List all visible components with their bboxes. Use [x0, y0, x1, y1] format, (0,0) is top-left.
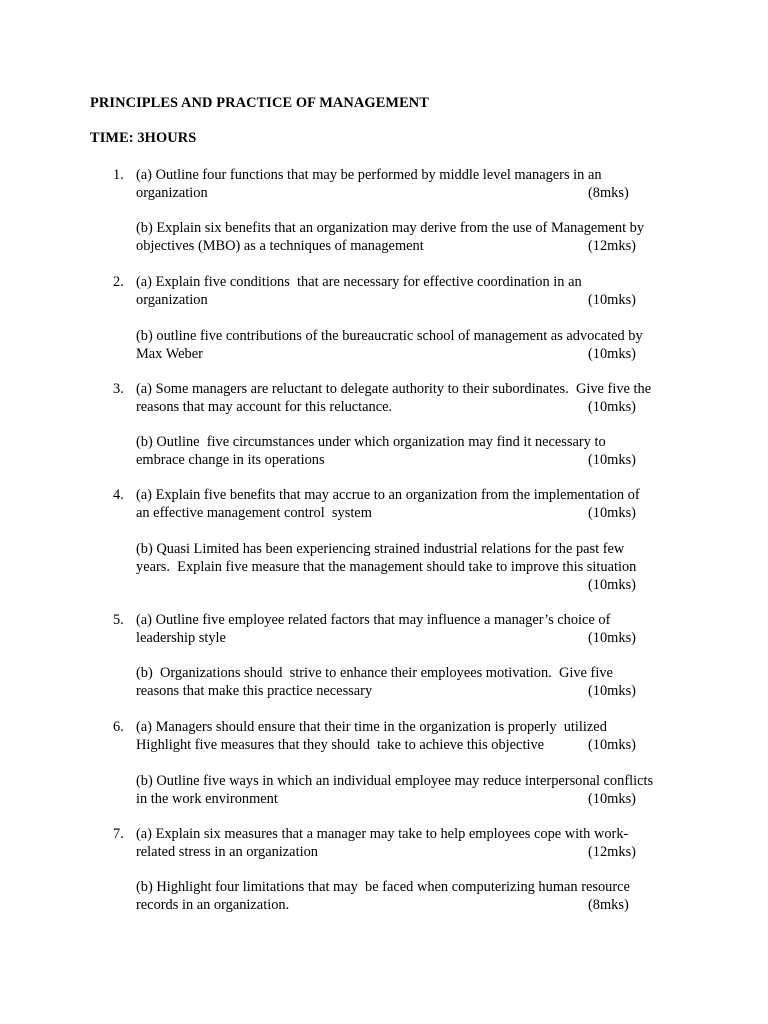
question-part-b [136, 433, 696, 469]
question-text-line-with-marks [136, 291, 696, 309]
question-text-line: (a) Explain six measures that a manager may take to help employees cope with work- [136, 826, 629, 842]
marks-allocation: (10mks) [588, 505, 636, 521]
marks-allocation: (10mks) [588, 577, 636, 593]
marks-allocation: (8mks) [588, 897, 629, 913]
question-text: objectives (MBO) as a techniques of management [136, 238, 424, 254]
question-text: related stress in an organization [136, 844, 318, 860]
question-number: 1. [113, 167, 124, 183]
question-text: embrace change in its operations [136, 452, 325, 468]
marks-allocation: (12mks) [588, 844, 636, 860]
question-text: organization [136, 185, 208, 201]
question-part-a [136, 718, 696, 754]
question-text-line: (a) Outline four functions that may be performed by middle level managers in an [136, 167, 602, 183]
question-text-line-with-marks [136, 736, 696, 754]
question-part-a [136, 486, 696, 522]
question-text-line: (b) Outline five ways in which an individual employee may reduce interpersonal conflicts [136, 773, 654, 789]
question-text-line-with-marks [136, 184, 696, 202]
question-text-line: (b) Explain six benefits that an organization may derive from the use of Management by [136, 220, 645, 236]
question-text: Max Weber [136, 346, 203, 362]
marks-allocation: (10mks) [588, 737, 636, 753]
marks-allocation: (10mks) [588, 399, 636, 415]
question-text-line: (a) Outline five employee related factors that may influence a manager’s choice of [136, 612, 611, 628]
question-number: 6. [113, 719, 124, 735]
document-title: PRINCIPLES AND PRACTICE OF MANAGEMENT [90, 95, 429, 111]
question-part-a [136, 273, 696, 309]
question-text-line-with-marks [136, 504, 696, 522]
question-part-a [136, 166, 696, 202]
question-number: 2. [113, 274, 124, 290]
question-text-line-with-marks [136, 790, 696, 808]
exam-duration: TIME: 3HOURS [90, 130, 197, 146]
question-text-line-with-marks [136, 629, 696, 647]
question-number: 3. [113, 381, 124, 397]
question-part-b [136, 219, 696, 255]
question-part-b [136, 540, 696, 594]
question-text-line: (b) Highlight four limitations that may be faced when computerizing human resource [136, 879, 630, 895]
question-text-line-with-marks [136, 451, 696, 469]
question-number: 5. [113, 612, 124, 628]
question-part-a [136, 825, 696, 861]
question-text-line-with-marks [136, 682, 696, 700]
marks-allocation: (10mks) [588, 630, 636, 646]
question-text-line: (b) outline five contributions of the bureaucratic school of management as advocated by [136, 328, 643, 344]
marks-allocation: (10mks) [588, 346, 636, 362]
question-part-b [136, 878, 696, 914]
question-text: records in an organization. [136, 897, 290, 913]
marks-line [136, 576, 696, 594]
question-part-a [136, 380, 696, 416]
question-text-line-with-marks [136, 398, 696, 416]
question-text-line-with-marks [136, 843, 696, 861]
marks-allocation: (12mks) [588, 238, 636, 254]
question-text: in the work environment [136, 791, 278, 807]
question-text-line-with-marks [136, 896, 696, 914]
marks-allocation: (8mks) [588, 185, 629, 201]
question-text-line: (b) Quasi Limited has been experiencing strained industrial relations for the past few [136, 541, 625, 557]
question-part-a [136, 611, 696, 647]
marks-allocation: (10mks) [588, 292, 636, 308]
question-part-b [136, 772, 696, 808]
question-text: reasons that may account for this reluctance. [136, 399, 393, 415]
marks-allocation: (10mks) [588, 452, 636, 468]
marks-allocation: (10mks) [588, 791, 636, 807]
question-text-line: (a) Explain five conditions that are necessary for effective coordination in an [136, 274, 582, 290]
question-part-b [136, 664, 696, 700]
question-text: reasons that make this practice necessary [136, 683, 373, 699]
question-text-line: (a) Explain five benefits that may accrue to an organization from the implementation of [136, 487, 640, 503]
question-text-line: (a) Managers should ensure that their time in the organization is properly utilized [136, 719, 607, 735]
question-text: Highlight five measures that they should take to achieve this objective [136, 737, 545, 753]
question-number: 4. [113, 487, 124, 503]
question-text-line: years. Explain five measure that the management should take to improve this situation [136, 559, 637, 575]
question-text: an effective management control system [136, 505, 372, 521]
marks-allocation: (10mks) [588, 683, 636, 699]
question-part-b [136, 327, 696, 363]
question-number: 7. [113, 826, 124, 842]
question-text-line: (b) Organizations should strive to enhance their employees motivation. Give five [136, 665, 613, 681]
question-text: organization [136, 292, 208, 308]
question-text-line: (b) Outline five circumstances under which organization may find it necessary to [136, 434, 606, 450]
question-text: leadership style [136, 630, 226, 646]
question-text-line-with-marks [136, 237, 696, 255]
question-text-line: (a) Some managers are reluctant to delegate authority to their subordinates. Give five the [136, 381, 652, 397]
question-text-line-with-marks [136, 345, 696, 363]
